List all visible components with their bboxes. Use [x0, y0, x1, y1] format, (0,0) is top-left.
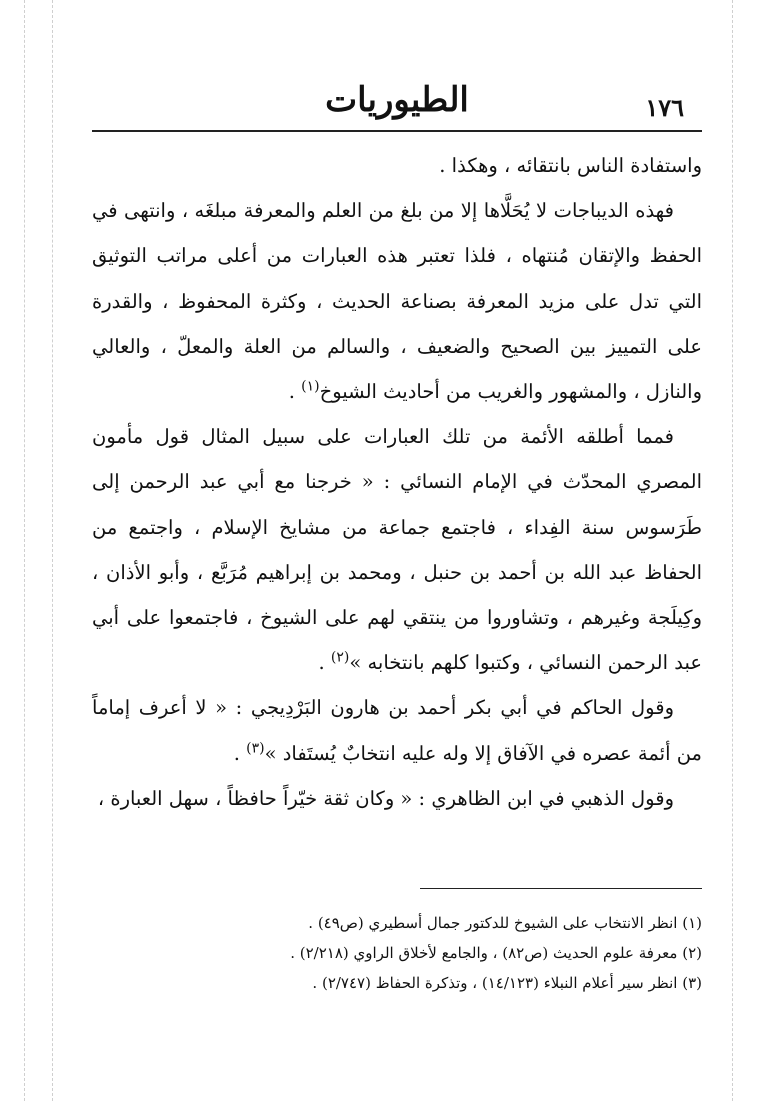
body-text — [92, 143, 702, 821]
paragraph — [92, 188, 702, 414]
paragraph-text: وقول الحاكم في أبي بكر أحمد بن هارون البَرْدِيجي : « لا أعرف إماماً من أئمة عصره في الآفاق إلا وله عليه انتخابٌ يُستَفاد » — [92, 696, 702, 765]
paragraph-end: . — [233, 741, 247, 765]
footnote-ref: (١) — [301, 378, 320, 395]
footnote-divider — [420, 888, 702, 889]
page-number: ١٧٦ — [645, 93, 684, 122]
paragraph-text: فهذه الديباجات لا يُحَلَّاها إلا من بلغ من العلم والمعرفة مبلغَه ، وانتهى في الحفظ والإتقان مُنتهاه ، فلذا تعتبر هذه العبارات من أعلى مراتب التوثيق التي تدل على مزيد المعرفة بصناعة الحديث ، وكثرة المحفوظ ، والقدرة على التمييز بين الصحيح والضعيف ، والسالم من العلة والمعلّ ، والعالي والنازل ، والمشهور والغريب من أحاديث الشيوخ — [92, 199, 702, 404]
footnote: (٢) معرفة علوم الحديث (ص٨٢) ، والجامع لأخلاق الراوي (٢/٢١٨) . — [290, 944, 702, 962]
paragraph — [92, 414, 702, 685]
paragraph: وقول الذهبي في ابن الظاهري : « وكان ثقة خيّراً حافظاً ، سهل العبارة ، — [97, 786, 674, 810]
paragraph: واستفادة الناس بانتقائه ، وهكذا . — [439, 154, 702, 177]
paragraph-end: . — [288, 380, 302, 404]
paragraph-end: . — [318, 651, 331, 675]
paragraph — [92, 685, 702, 775]
footnote-ref: (٣) — [246, 740, 265, 757]
running-title: الطيوريات — [325, 80, 469, 120]
footnote-ref: (٢) — [330, 649, 350, 666]
footnotes — [92, 908, 702, 998]
paragraph-text: فمما أطلقه الأئمة من تلك العبارات على سبيل المثال قول مأمون المصري المحدّث في الإمام النسائي : « خرجنا مع أبي عبد الرحمن إلى طَرَسوس سنة الفِداء ، فاجتمع جماعة من مشايخ الإسلام ، واجتمع من الحفاظ عبد الله بن أحمد بن حنبل ، ومحمد بن إبراهيم مُرَبَّع ، وأبو الأذان ، وكِيلَجة وغيرهم ، وتشاوروا من ينتقي لهم على الشيوخ ، فاجتمعوا على أبي عبد الرحمن النسائي ، وكتبوا كلهم بانتخابه » — [92, 425, 702, 675]
page-header — [92, 60, 702, 132]
footnote: (١) انظر الانتخاب على الشيوخ للدكتور جمال أسطيري (ص٤٩) . — [308, 914, 702, 932]
footnote: (٣) انظر سير أعلام النبلاء (١٤/١٢٣) ، وتذكرة الحفاظ (٢/٧٤٧) . — [312, 974, 702, 992]
